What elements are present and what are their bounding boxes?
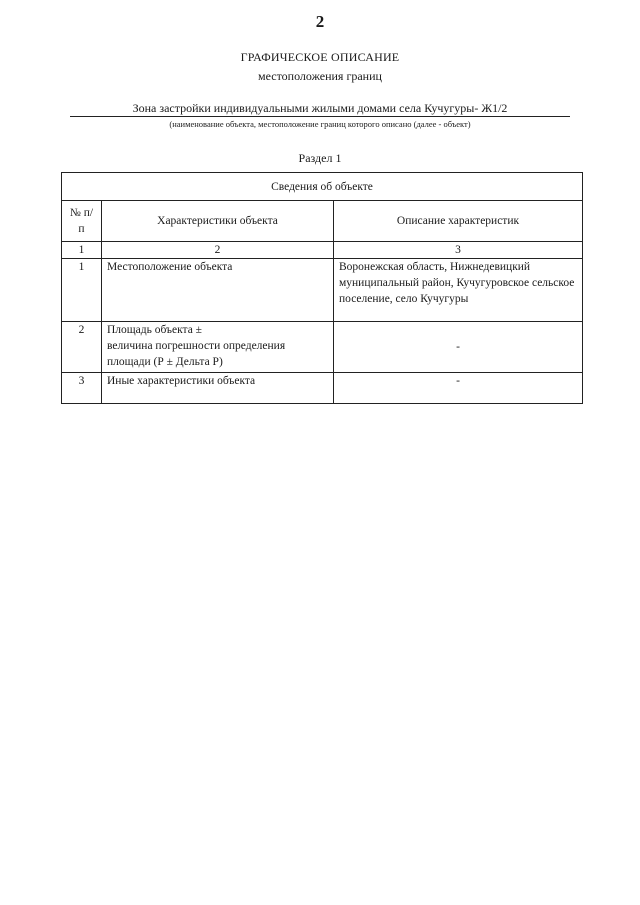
table-row — [62, 259, 583, 322]
row-number: 2 — [62, 322, 102, 373]
column-headers-row — [62, 201, 583, 242]
table-row — [62, 373, 583, 404]
row-number: 1 — [62, 259, 102, 322]
row-characteristic-line: величина погрешности определения — [107, 340, 286, 352]
column-header-description: Описание характеристик — [334, 201, 583, 242]
row-characteristic: Иные характеристики объекта — [102, 373, 334, 404]
column-header-characteristic: Характеристики объекта — [102, 201, 334, 242]
column-number: 1 — [62, 242, 102, 259]
row-description: - — [334, 322, 583, 373]
column-number: 2 — [102, 242, 334, 259]
row-description: Воронежская область, Нижнедевицкий муниципальный район, Кучугуровское сельское поселение, село Кучугуры — [334, 259, 583, 322]
column-header-number: № п/п — [62, 201, 102, 242]
object-name-caption: (наименование объекта, местоположение границ которого описано (далее - объект) — [169, 119, 471, 129]
section-title: Раздел 1 — [298, 151, 342, 165]
row-characteristic-line: площади (Р ± Дельта Р) — [107, 356, 223, 368]
object-info-table — [61, 172, 583, 404]
row-characteristic: Местоположение объекта — [102, 259, 334, 322]
row-characteristic — [102, 322, 334, 373]
table-row — [62, 322, 583, 373]
document-subtitle: местоположения границ — [258, 69, 382, 83]
table-header: Сведения об объекте — [62, 173, 583, 201]
page-number: 2 — [315, 12, 325, 31]
document-title: ГРАФИЧЕСКОЕ ОПИСАНИЕ — [240, 50, 400, 64]
row-description: - — [334, 373, 583, 404]
table-header-row — [62, 173, 583, 201]
object-name: Зона застройки индивидуальными жилыми домами села Кучугуры- Ж1/2 — [132, 101, 508, 115]
row-number: 3 — [62, 373, 102, 404]
row-characteristic-line: Площадь объекта ± — [107, 324, 202, 336]
object-name-underline — [70, 116, 570, 117]
column-number: 3 — [334, 242, 583, 259]
column-numbers-row — [62, 242, 583, 259]
